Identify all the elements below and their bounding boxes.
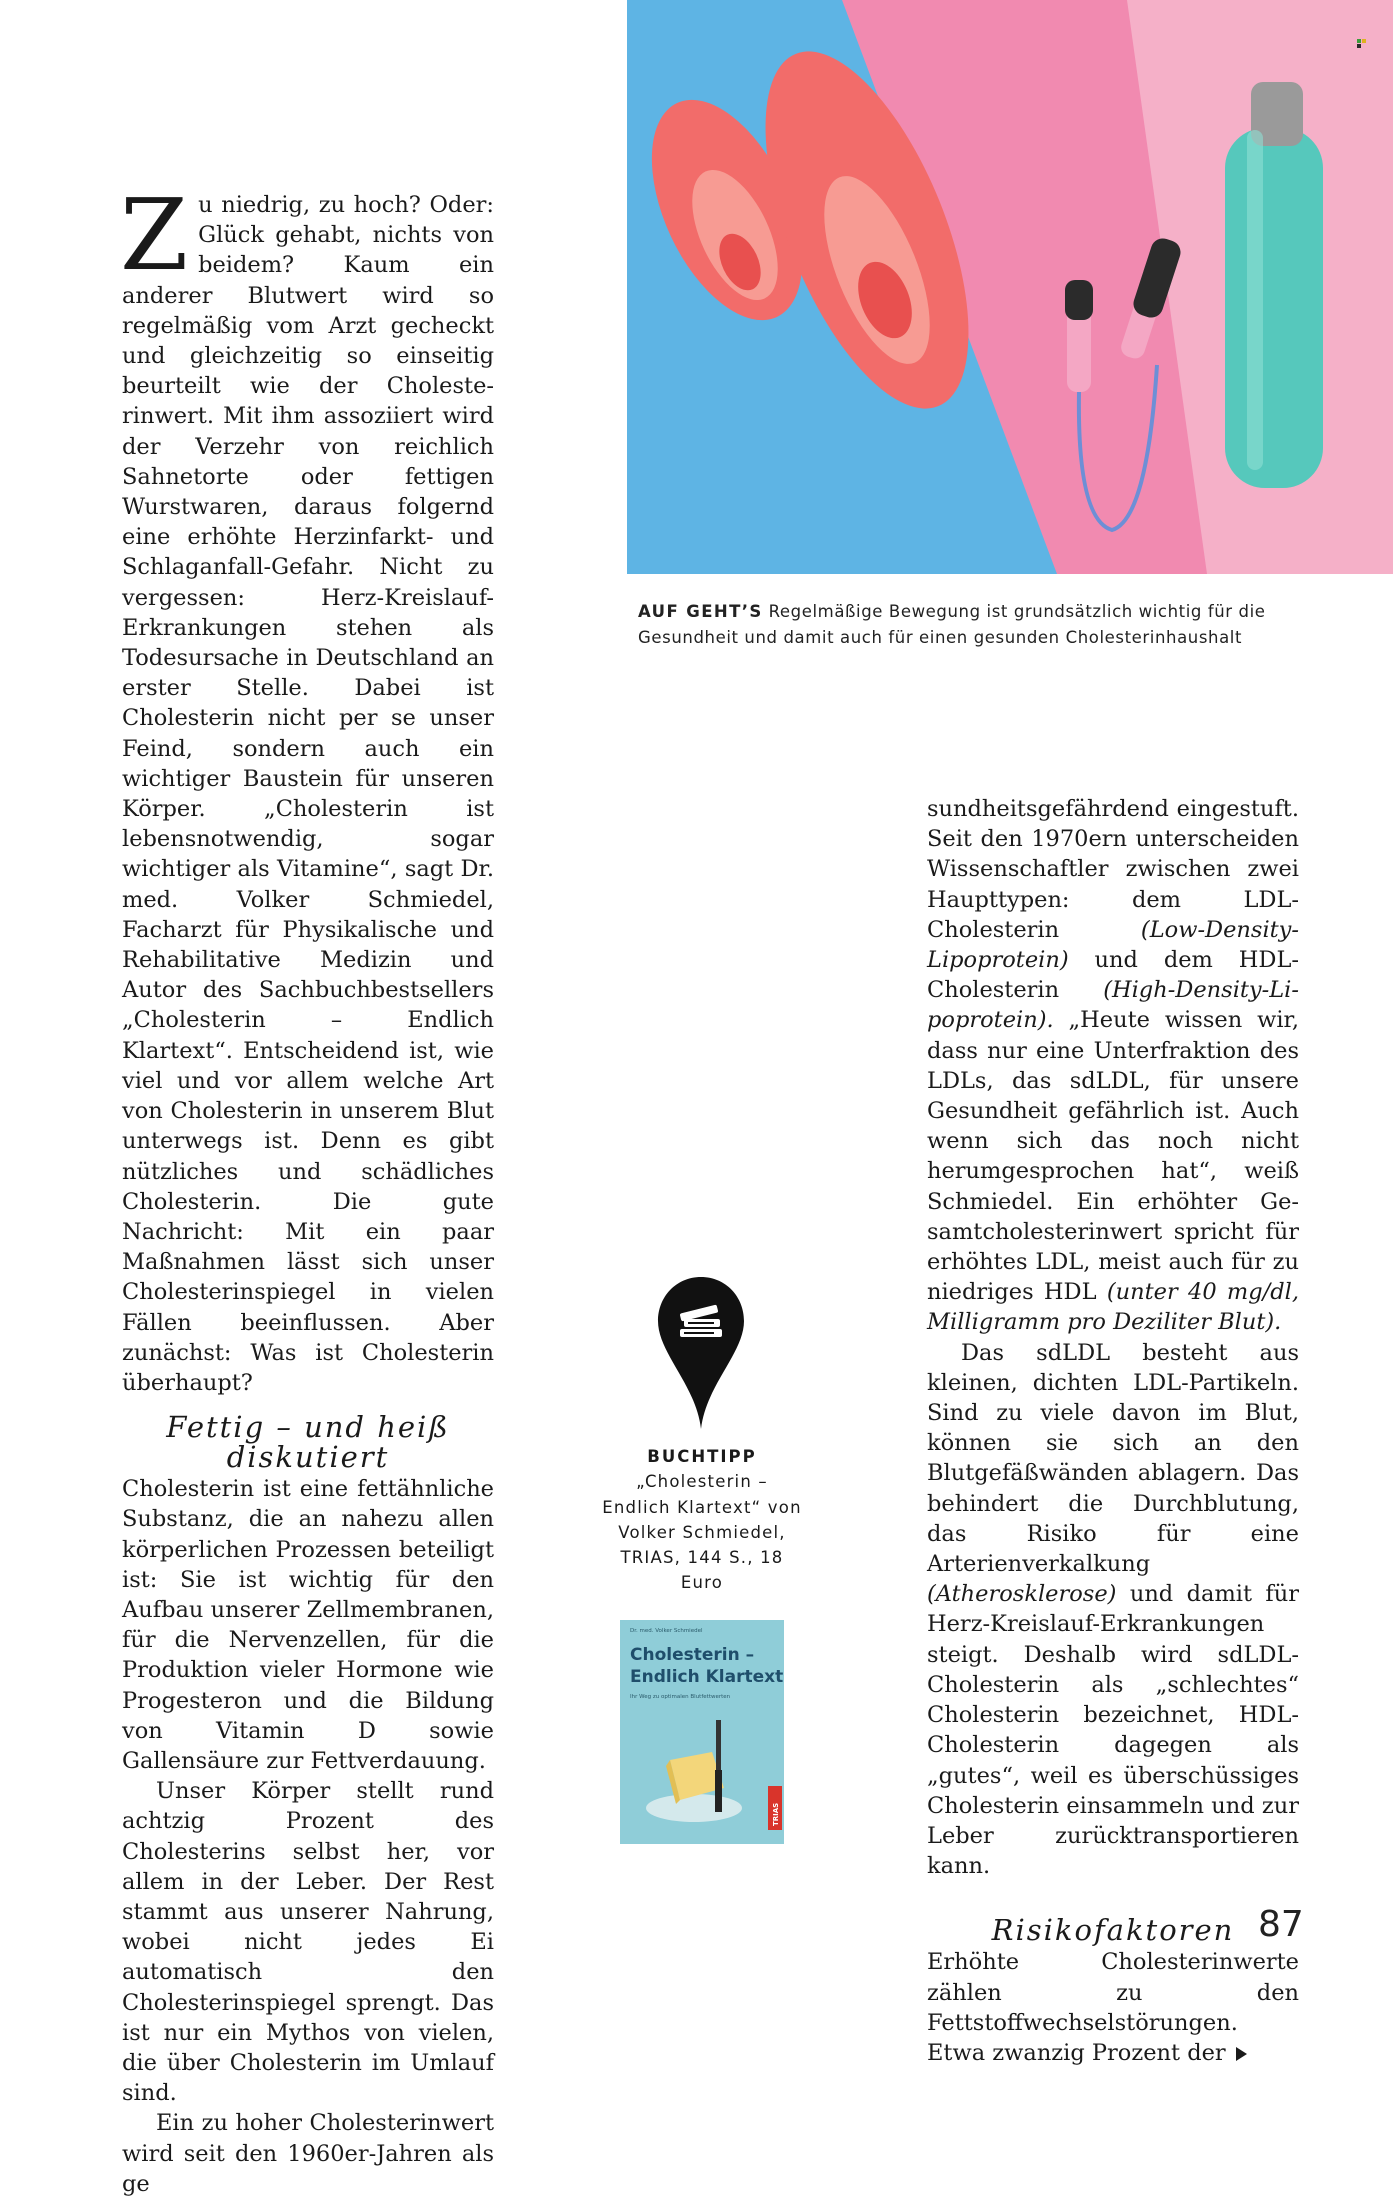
book-title-line2: Endlich Klartext — [630, 1667, 784, 1687]
book-cover-image — [620, 1620, 784, 1844]
paragraph-cholesterin-substanz: Cholesterin ist eine fettähnliche Substanz, die an nahezu allen körperlichen Prozessen beteiligt ist: Sie ist wichtig für den Aufbau unserer Zellmembranen, für die Nervenzellen, für die Produktion vieler Hormone wie Progesteron und die Bildung von Vitamin D sowie Gallensäure zur Fettverdauung. — [122, 1476, 494, 1774]
book-publisher: TRIAS — [772, 1802, 780, 1826]
italic-unit: (unter 40 mg/dl, Milligramm pro Deziliter Blut). — [927, 1279, 1299, 1336]
subheading-risikofaktoren: Risikofaktoren — [991, 1913, 1235, 1948]
text-run: Das sdLDL besteht aus kleinen, dichten LDL-Partikeln. Sind zu viele davon im Blut, können sie sich an den Blutgefäßwänden ablagern. Das behindert die Durchblutung, das Risiko für eine Arterienverkalkung — [927, 1339, 1299, 1578]
italic-ldl: (Low-Density-Lipoprotein) — [927, 916, 1299, 974]
paragraph-koerper-produktion: Unser Körper stellt rund achtzig Prozent des Cholesterins selbst her, vor allem in der Leber. Der Rest stammt aus unserer Nahrung, wobei nicht jedes Ei automatisch den Cholesterinspiegel sprengt. Das ist nur ein Mythos von vielen, die über Cholesterin im Umlauf sind. — [122, 1778, 494, 2107]
italic-hdl: (High-Density-Lipoprotein). — [927, 977, 1299, 1034]
paragraph-cholesterinwert: Ein zu hoher Cholesterinwert wird seit den 1960er-Jahren als ge — [122, 2110, 494, 2197]
corner-logo-icon — [1356, 38, 1368, 50]
continue-arrow-icon — [1236, 2047, 1247, 2061]
book-subtitle: Ihr Weg zu optimalen Blutfettwerten — [630, 1694, 731, 1700]
drop-cap: Z — [120, 179, 189, 293]
article-intro-paragraph — [120, 179, 494, 1398]
text-run: „Heute wissen wir, dass nur eine Unterfraktion des LDLs, das sdLDL, für unsere Gesundheit gefährlich ist. Auch wenn sich das noch nicht herumgesprochen hat“, weiß Schmiedel. Ein erhöhter Gesamtcholesterinwert spricht für erhöhtes LDL, meist auch für zu niedriges HDL — [927, 1007, 1299, 1306]
paragraph-sdldl — [927, 1338, 1299, 1882]
photo-caption — [638, 599, 1338, 651]
article-column-left — [120, 179, 494, 2199]
caption-label: AUF GEHT’S — [638, 602, 763, 621]
intro-text: u niedrig, zu hoch? Oder: Glück gehabt, nichts von beidem? Kaum ein anderer Blutwert wird so regelmäßig vom Arzt gecheckt und gleichzeitig so einseitig beurteilt wie der Cholesterinwert. Mit ihm assoziiert wird der Verzehr von reichlich Sahnetorte oder fettigen Wurstwaren, daraus folgernd eine erhöhte Herzinfarkt- und Schlaganfall-Gefahr. Nicht zu vergessen: Herz-Kreislauf-Erkrankungen stehen als Todesursache in Deutschland an erster Stelle. Dabei ist Cholesterin nicht per se unser Feind, sondern auch ein wichtiger Baustein für unseren Körper. „Cholesterin ist lebensnotwendig, sogar wichtiger als Vitamine“, sagt Dr. med. Volker Schmiedel, Facharzt für Physikalische und Rehabilitative Medizin und Autor des Sachbuchbestsellers „Cholesterin – Endlich Klartext“. Entscheidend ist, wie viel und vor allem welche Art von Cholesterin in unserem Blut unterwegs ist. Denn es gibt nützliches und schädliches Cholesterin. Die gute Nachricht: Mit ein paar Maßnahmen lässt sich unser Cholesterinspiegel in vielen Fällen beeinflussen. Aber zunächst: Was ist Cholesterin überhaupt? — [122, 192, 494, 1396]
italic-atherosklerose: (Atherosklerose) — [927, 1581, 1117, 1608]
text-run: und dem HDL-Cholesterin — [927, 947, 1299, 1004]
book-pin-icon — [656, 1275, 746, 1431]
book-author: Dr. med. Volker Schmiedel — [630, 1628, 703, 1634]
paragraph-ldl-hdl — [927, 794, 1299, 1338]
paragraph-risikofaktoren — [927, 1947, 1299, 2068]
book-tip — [600, 1444, 804, 1596]
book-tip-label: BUCHTIPP — [647, 1447, 757, 1466]
text-run: Erhöhte Cholesterinwerte zählen zu den Fettstoffwechselstörungen. Etwa zwanzig Prozent der — [927, 1949, 1299, 2066]
caption-text: Regelmäßige Bewegung ist grundsätzlich wichtig für die Gesundheit und damit auch für einen gesunden Cholesterinhaushalt — [638, 602, 1266, 647]
text-run: sundheitsgefährdend eingestuft. Seit den 1970ern unterscheiden Wissenschaftler zwischen zwei Haupttypen: dem LDL-Cholesterin — [927, 796, 1299, 943]
page-number: 87 — [1258, 1904, 1304, 1945]
book-tip-text: „Cholesterin – Endlich Klartext“ von Volker Schmiedel, TRIAS, 144 S., 18 Euro — [602, 1472, 802, 1593]
fitness-photo — [627, 0, 1393, 574]
water-bottle — [1225, 82, 1323, 488]
article-column-right — [927, 794, 1299, 2068]
text-run: und damit für Herz-Kreislauf-Erkrankungen steigt. Deshalb wird sdLDL-Cholesterin als „schlechtes“ Cholesterin bezeichnet, HDL-Cholesterin dagegen als „gutes“, weil es überschüssiges Cholesterin einsammeln und zur Leber zurücktransportieren kann. — [927, 1581, 1299, 1880]
book-title-line1: Cholesterin – — [630, 1645, 755, 1665]
subheading-fettig: Fettig – und heiß diskutiert — [166, 1410, 450, 1475]
